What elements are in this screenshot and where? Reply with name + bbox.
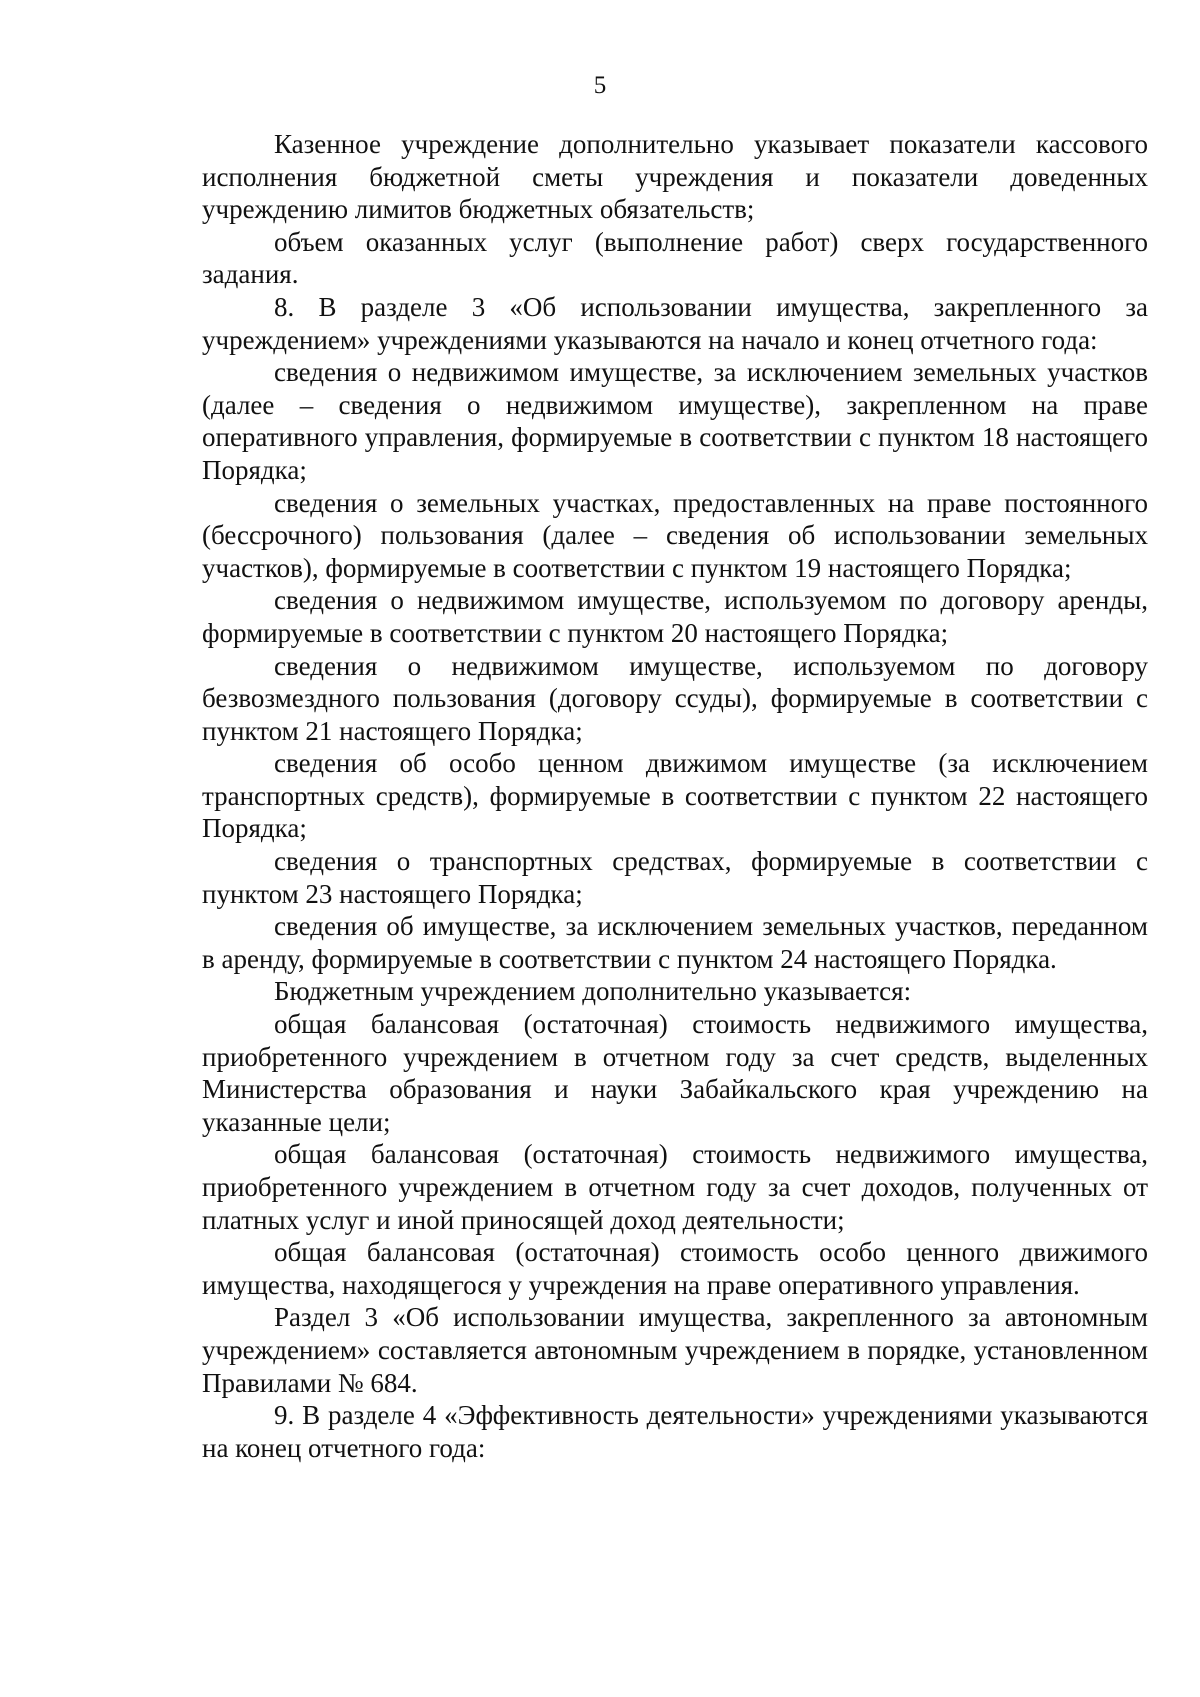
paragraph-item-9: 9. В разделе 4 «Эффективность деятельности» учреждениями указываются на конец отчетного года: (202, 1400, 1148, 1463)
paragraph-balans-dohody: общая балансовая (остаточная) стоимость недвижимого имущества, приобретенного учреждением в отчетном году за счет доходов, полученных от платных услуг и иной приносящей доход деятельности; (202, 1139, 1148, 1235)
paragraph-byudzhetnym-uchrezhdeniem: Бюджетным учреждением дополнительно указывается: (274, 976, 912, 1007)
paragraph-razdel-3-avtonomnyi: Раздел 3 «Об использовании имущества, закрепленного за автономным учреждением» составляется автономным учреждением в порядке, установленном Правилами № 684. (202, 1302, 1148, 1398)
paragraph-kazennoe-uchrezhdenie: Казенное учреждение дополнительно указывает показатели кассового исполнения бюджетной сметы учреждения и показатели доведенных учреждению лимитов бюджетных обязательств; (202, 129, 1148, 225)
paragraph-balans-ocdi: общая балансовая (остаточная) стоимость особо ценного движимого имущества, находящегося у учреждения на праве оперативного управления. (202, 1237, 1148, 1300)
paragraph-svedeniya-zemelnye: сведения о земельных участках, предоставленных на праве постоянного (бессрочного) пользования (далее – сведения об использовании земельных участков), формируемые в соответствии с пунктом 19 настоящего Порядка; (202, 487, 1148, 583)
paragraph-svedeniya-ocdi: сведения об особо ценном движимом имуществе (за исключением транспортных средств), формируемые в соответствии с пунктом 22 настоящего Порядка; (202, 748, 1148, 844)
document-body (202, 128, 1148, 1464)
paragraph-svedeniya-ssuda: сведения о недвижимом имуществе, используемом по договору безвозмездного пользования (договору ссуды), формируемые в соответствии с пунктом 21 настоящего Порядка; (202, 650, 1148, 746)
paragraph-balans-sredstva: общая балансовая (остаточная) стоимость недвижимого имущества, приобретенного учреждением в отчетном году за счет средств, выделенных Министерства образования и науки Забайкальского края учреждению на указанные цели; (202, 1009, 1148, 1137)
paragraph-svedeniya-nedvizhimoe: сведения о недвижимом имуществе, за исключением земельных участков (далее – сведения о недвижимом имуществе), закрепленном на праве оперативного управления, формируемые в соответствии с пунктом 18 настоящего Порядка; (202, 357, 1148, 485)
paragraph-obem-uslug: объем оказанных услуг (выполнение работ) сверх государственного задания. (202, 226, 1148, 290)
paragraph-svedeniya-peredannoe: сведения об имуществе, за исключением земельных участков, переданном в аренду, формируемые в соответствии с пунктом 24 настоящего Порядка. (202, 911, 1148, 974)
paragraph-svedeniya-arenda: сведения о недвижимом имуществе, используемом по договору аренды, формируемые в соответствии с пунктом 20 настоящего Порядка; (202, 585, 1148, 648)
paragraph-svedeniya-transport: сведения о транспортных средствах, формируемые в соответствии с пунктом 23 настоящего Порядка; (202, 846, 1148, 909)
page-number: 5 (593, 72, 607, 99)
paragraph-item-8: 8. В разделе 3 «Об использовании имущества, закрепленного за учреждением» учреждениями указываются на начало и конец отчетного года: (202, 291, 1148, 355)
